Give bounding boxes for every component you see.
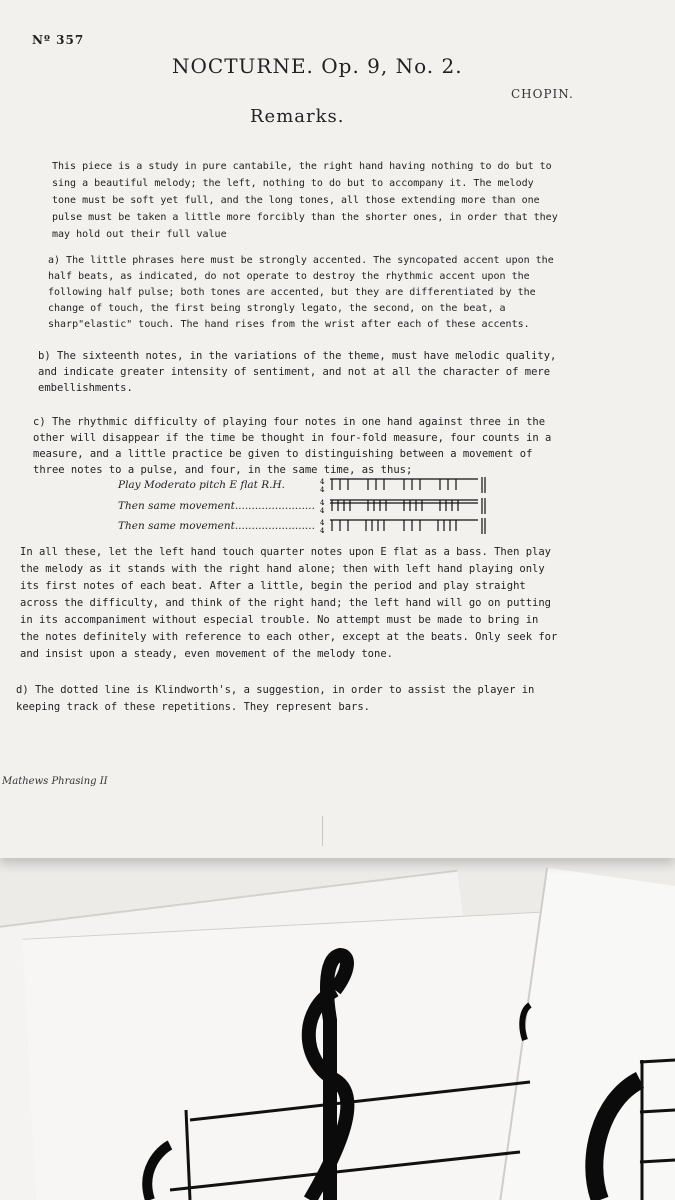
page-title: NOCTURNE. Op. 9, No. 2.: [172, 54, 463, 78]
paper-crease: [322, 816, 323, 846]
example-label: Then same movement........................: [118, 520, 315, 532]
svg-text:4: 4: [320, 486, 325, 494]
example-label: Play Moderato pitch E flat R.H.: [118, 479, 285, 491]
paragraph-b: b) The sixteenth notes, in the variations of the theme, must have melodic quality, and indicate greater intensity of sentiment, and not at all the character of mere embellishments.: [38, 350, 557, 394]
notation-triplets-icon: [318, 476, 488, 494]
notation-mixed-icon: [318, 517, 488, 535]
paragraph-d: d) The dotted line is Klindworth's, a suggestion, in order to assist the player in keeping track of these repetitions. They represent bars.: [16, 684, 535, 713]
example-label: Then same movement........................: [118, 500, 315, 512]
paragraph-intro: This piece is a study in pure cantabile, the right hand having nothing to do but to sing a beautiful melody; the left, nothing to do but to accompany it. The melody tone must be soft yet full, and the long tones, all those extending more than one pulse must be taken a little more forcibly than the shorter ones, in order that they may hold out their full value: [52, 161, 558, 240]
example-row: [118, 517, 488, 535]
svg-text:4: 4: [320, 478, 325, 486]
example-row: [118, 497, 488, 515]
remarks-heading: Remarks.: [250, 106, 345, 127]
sheet-music-page-middle: [22, 912, 557, 1200]
svg-text:4: 4: [320, 507, 325, 515]
svg-text:4: 4: [320, 527, 325, 535]
notation-sixteenths-icon: [318, 497, 488, 515]
page-number: Nº 357: [32, 33, 85, 47]
svg-text:4: 4: [320, 499, 325, 507]
composer: CHOPIN.: [511, 87, 574, 101]
paragraph-extra: In all these, let the left hand touch quarter notes upon E flat as a bass. Then play the melody as it stands with the right hand alone; then with left hand playing only its first notes of each beat. After a little, begin the period and play straight across the difficulty, and think of the right hand; the left hand will go on putting in its accompaniment without especial trouble. No attempt must be made to bring in the notes definitely with reference to each other, except at the beats. Only seek for and insist upon a steady, even movement of the melody tone.: [20, 546, 558, 660]
footer-credit: Mathews Phrasing II: [2, 776, 108, 787]
svg-text:4: 4: [320, 519, 325, 527]
paragraph-c: c) The rhythmic difficulty of playing four notes in one hand against three in the other will disappear if the time be thought in four-fold measure, four counts in a measure, and a little practice be given to distinguishing between a movement of three notes to a pulse, and four, in the same time, as thus;: [33, 416, 552, 476]
paragraph-a: a) The little phrases here must be strongly accented. The syncopated accent upon the half beats, as indicated, do not operate to destroy the rhythmic accent upon the following half pulse; both tones are accented, but they are differentiated by the change of touch, the first being strongly legato, the second, on the beat, a sharp"elastic" touch. The hand rises from the wrist after each of these accents.: [48, 255, 554, 330]
example-row: [118, 476, 488, 494]
